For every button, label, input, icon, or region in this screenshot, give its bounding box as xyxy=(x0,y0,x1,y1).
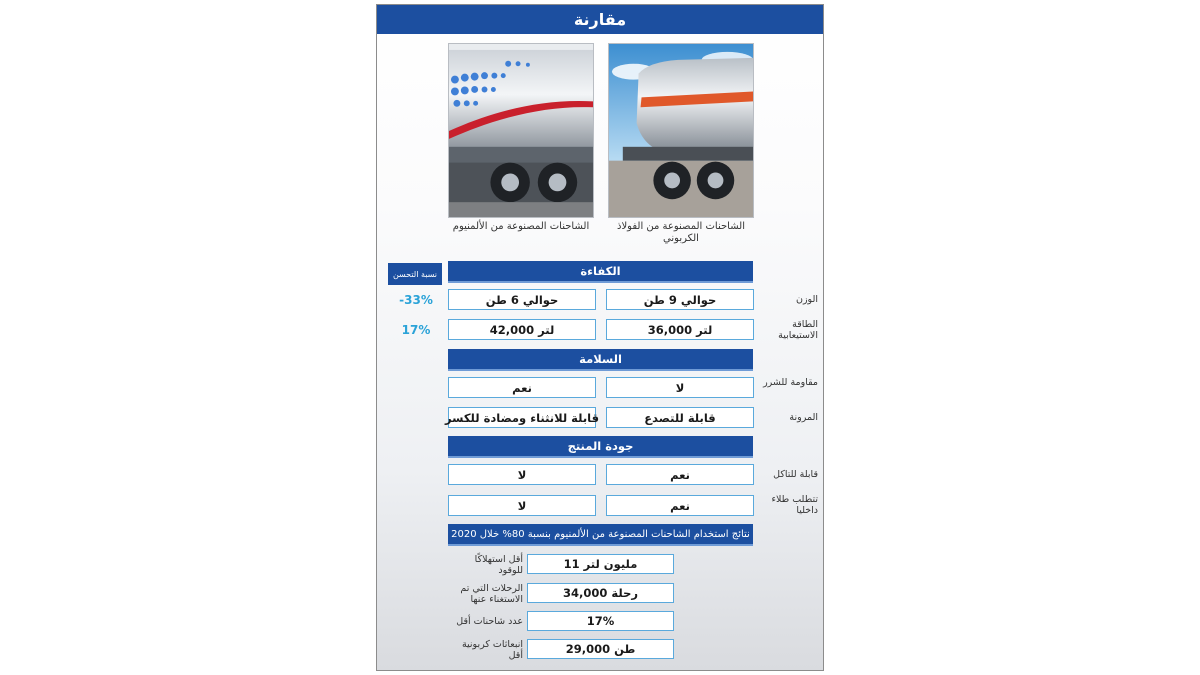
steel-caption: الشاحنات المصنوعة من الفولاذ الكربوني xyxy=(617,221,745,244)
spark-aluminum-value: نعم xyxy=(448,377,596,398)
lining-label: تتطلب طلاء داخليا xyxy=(771,494,818,516)
aluminum-caption: الشاحنات المصنوعة من الألمنيوم xyxy=(452,221,590,232)
spark-label: مقاومة للشرر xyxy=(763,377,818,388)
capacity-aluminum-value: 42,000 لتر xyxy=(448,319,596,340)
trips-saved-value: 34,000 رحلة xyxy=(527,583,674,603)
carbon-emissions-value: 29,000 طن xyxy=(527,639,674,659)
quality-section-title: جودة المنتج xyxy=(448,436,753,458)
safety-section-title: السلامة xyxy=(448,349,753,371)
aluminum-truck-photo xyxy=(448,43,594,218)
weight-improvement: -33% xyxy=(399,293,433,307)
fewer-trucks-value: 17% xyxy=(527,611,674,631)
carbon-emissions-label: انبعاثات كربونية أقل xyxy=(461,639,523,661)
corrosion-label: قابلة للتاكل xyxy=(773,469,818,480)
weight-label: الوزن xyxy=(795,294,818,305)
fuel-savings-value: 11 مليون لتر xyxy=(527,554,674,574)
capacity-label: الطاقة الاستيعابية xyxy=(778,319,818,341)
lining-aluminum-value: لا xyxy=(448,495,596,516)
lining-steel-value: نعم xyxy=(606,495,754,516)
flexibility-label: المرونة xyxy=(789,412,818,423)
steel-truck-photo xyxy=(608,43,754,218)
flexibility-aluminum-value: قابلة للانثناء ومضادة للكسر xyxy=(448,407,596,428)
results-title: نتائج استخدام الشاحنات المصنوعة من الألمنيوم بنسبة 80% خلال 2020 xyxy=(448,524,753,546)
page-title: مقارنة xyxy=(573,10,627,29)
fuel-savings-label: أقل استهلاكًا للوقود xyxy=(474,554,523,576)
corrosion-steel-value: نعم xyxy=(606,464,754,485)
trips-saved-label: الرحلات التي تم الاستغناء عنها xyxy=(460,583,523,605)
corrosion-aluminum-value: لا xyxy=(448,464,596,485)
flexibility-steel-value: قابلة للتصدع xyxy=(606,407,754,428)
weight-aluminum-value: حوالي 6 طن xyxy=(448,289,596,310)
title-bar xyxy=(377,5,823,34)
capacity-steel-value: 36,000 لتر xyxy=(606,319,754,340)
comparison-card xyxy=(376,4,824,671)
spark-steel-value: لا xyxy=(606,377,754,398)
fewer-trucks-label: عدد شاحنات أقل xyxy=(456,616,523,627)
improvement-header: نسبة التحسن xyxy=(388,263,442,285)
efficiency-section-title: الكفاءة xyxy=(448,261,753,283)
weight-steel-value: حوالي 9 طن xyxy=(606,289,754,310)
capacity-improvement: 17% xyxy=(401,323,431,337)
